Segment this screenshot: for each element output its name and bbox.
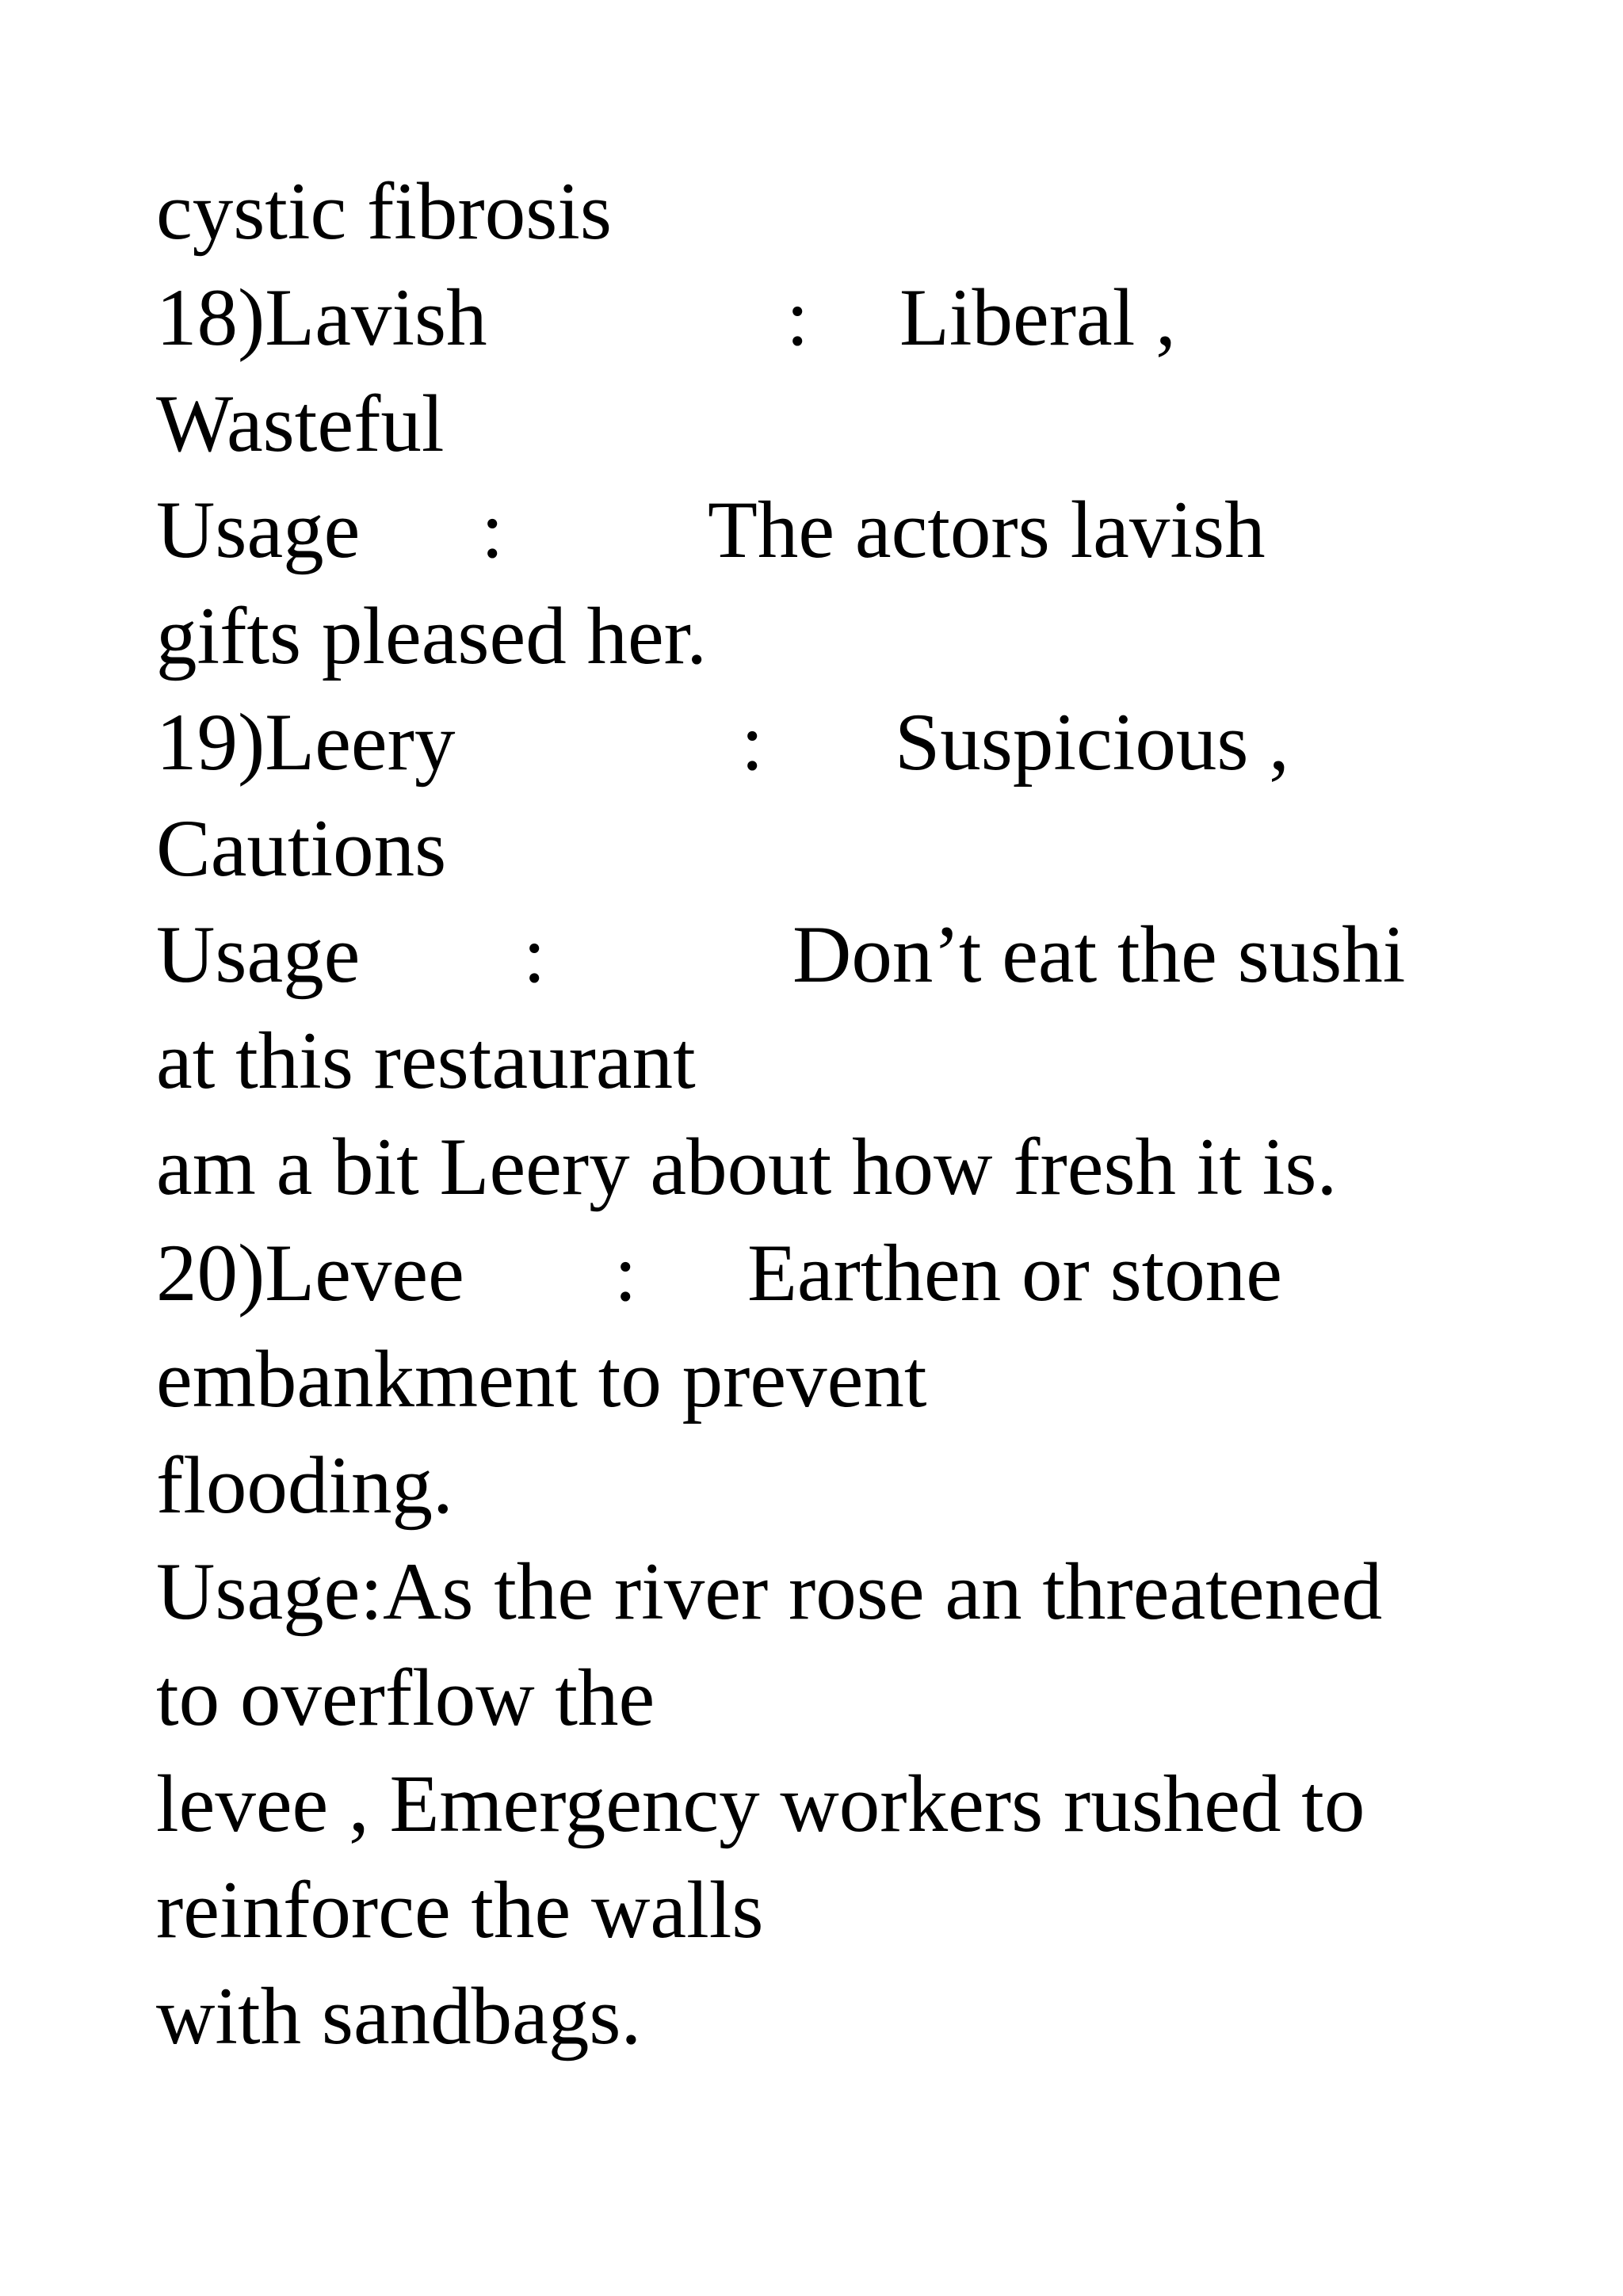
usage-text: The actors lavish	[708, 485, 1266, 575]
text-line: to overflow the	[156, 1653, 655, 1743]
text-line: am a bit Leery about how fresh it is.	[156, 1122, 1338, 1212]
text-line: levee , Emergency workers rushed to	[156, 1759, 1365, 1849]
term-lavish: 18)Lavish	[156, 273, 487, 363]
text-line: at this restaurant	[156, 1016, 696, 1106]
text-line: flooding.	[156, 1440, 453, 1531]
usage-label: Usage	[156, 910, 361, 1000]
text-line: gifts pleased her.	[156, 591, 708, 681]
definition-lavish: Liberal ,	[899, 273, 1176, 363]
text-line: with sandbags.	[156, 1971, 642, 2061]
vocab-entry-levee	[156, 1220, 1503, 1326]
text-line: embankment to prevent	[156, 1334, 927, 1425]
term-colon: :	[786, 273, 809, 363]
usage-line-leery	[156, 902, 1519, 1008]
usage-label: Usage	[156, 485, 361, 575]
text-line: Usage:As the river rose an threatened	[156, 1547, 1383, 1637]
definition-levee: Earthen or stone	[747, 1228, 1282, 1318]
text-line: reinforce the walls	[156, 1865, 764, 1955]
term-colon: :	[614, 1228, 637, 1318]
vocab-entry-leery	[156, 689, 1503, 795]
term-levee: 20)Levee	[156, 1228, 464, 1318]
usage-text: Don’t eat the sushi	[792, 910, 1406, 1000]
term-leery: 19)Leery	[156, 697, 456, 788]
term-colon: :	[741, 697, 764, 788]
usage-line-lavish	[156, 477, 1503, 583]
vocab-entry-lavish	[156, 265, 1503, 371]
text-line: cystic fibrosis	[156, 166, 612, 257]
text-line: Cautions	[156, 803, 447, 894]
text-line: Wasteful	[156, 379, 445, 469]
usage-colon: :	[481, 485, 504, 575]
definition-leery: Suspicious ,	[895, 697, 1289, 788]
usage-colon: :	[523, 910, 546, 1000]
